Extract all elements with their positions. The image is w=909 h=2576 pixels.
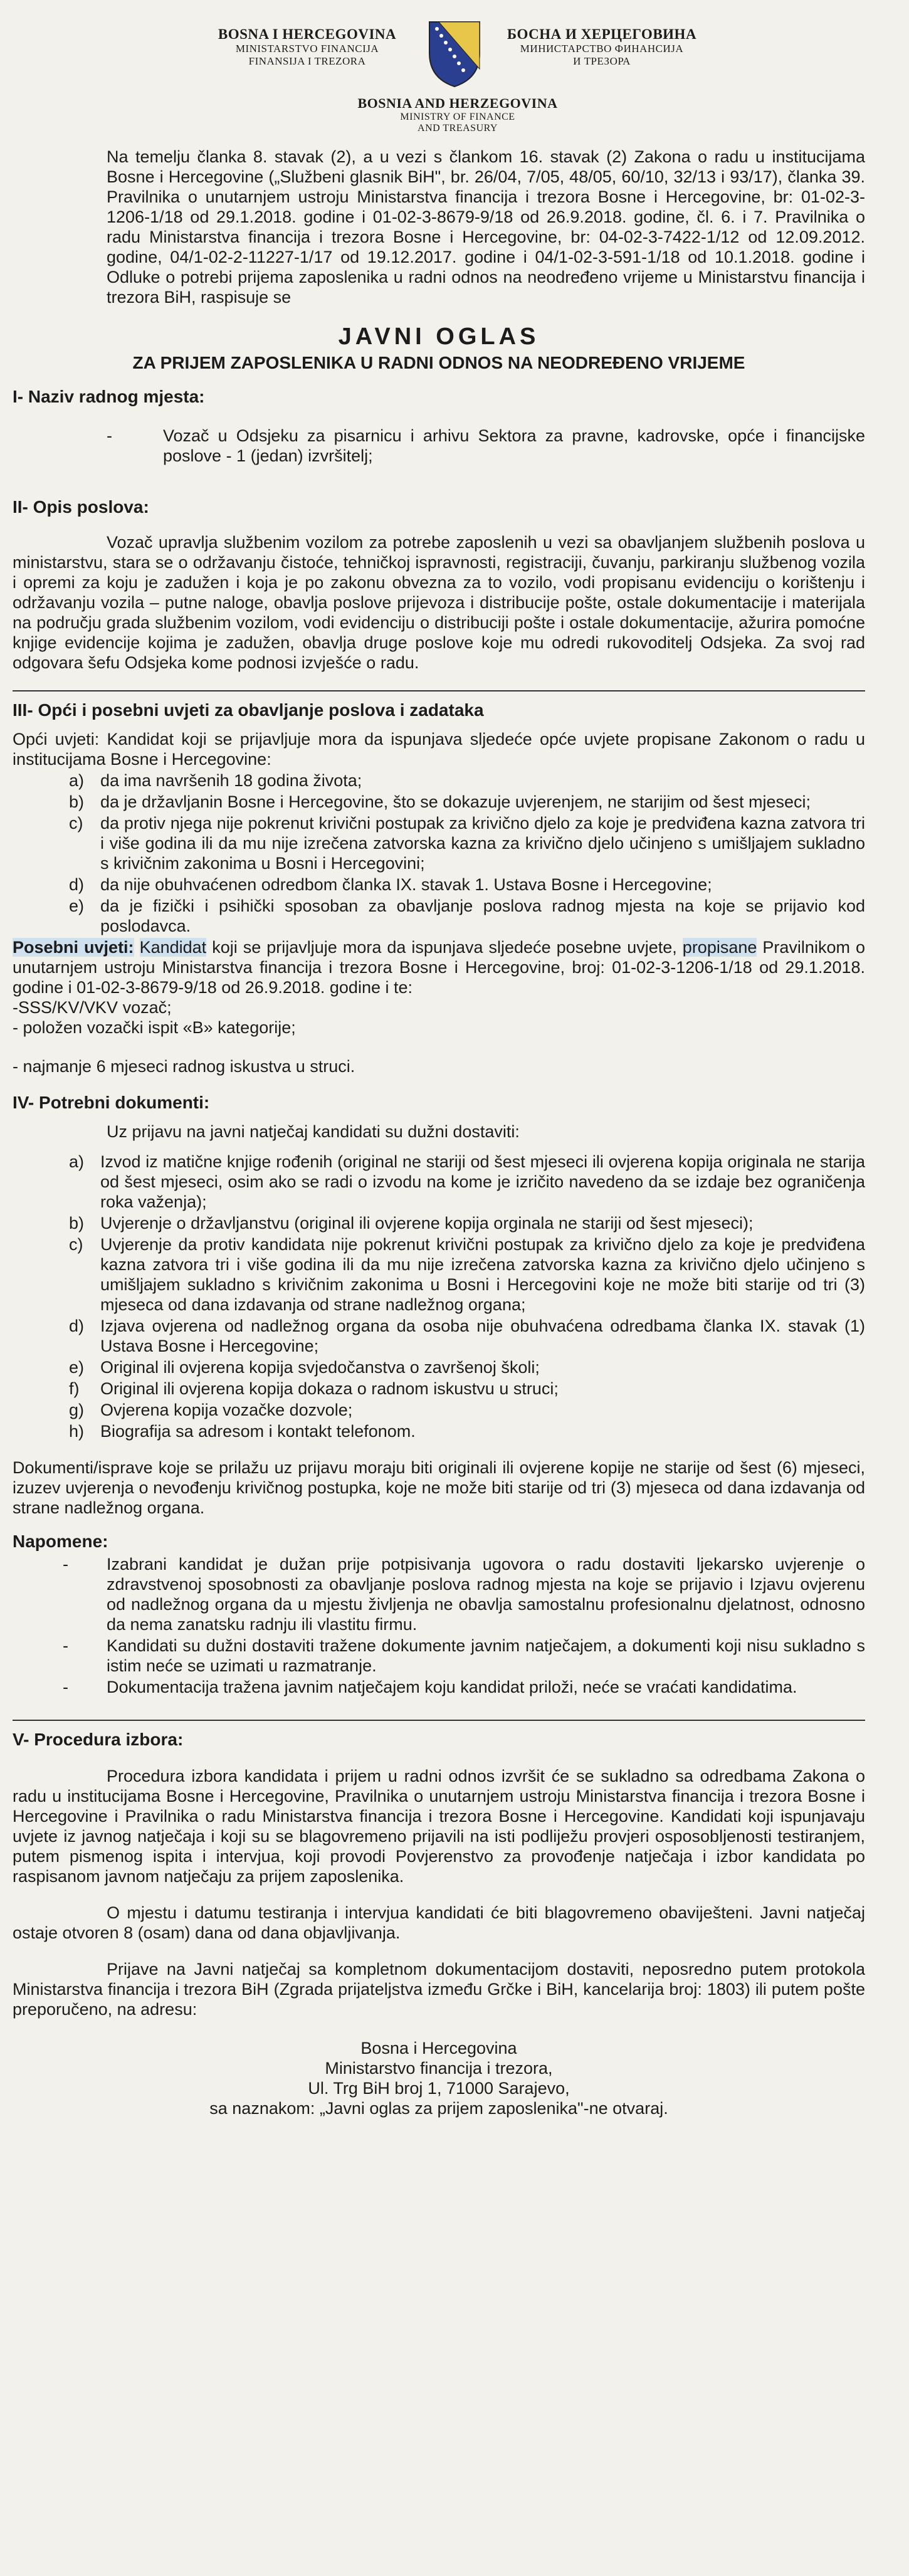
list-item-text: Biografija sa adresom i kontakt telefonom. [100,1422,416,1441]
list-item-text: Ovjerena kopija vozačke dozvole; [100,1401,353,1419]
header-ministry-latin-2: FINANSIJA I TREZORA [248,55,366,67]
list-marker: a) [69,771,85,790]
announcement-title: JAVNI OGLAS [338,323,540,350]
header-english-block [301,95,614,134]
address-line: Bosna i Hercegovina [360,2039,517,2058]
list-marker: c) [69,1235,83,1254]
address-line: sa naznakom: „Javni oglas za prijem zaposlenika"-ne otvaraj. [209,2099,668,2118]
general-conditions-intro: Opći uvjeti: Kandidat koji se prijavljuje mora da ispunjava sljedeće opće uvjete propisane Zakonom o radu u institucijama Bosne i Hercegovine: [13,730,865,769]
list-item [13,896,865,936]
dash-marker: - [63,1678,68,1696]
list-item-text: Izvod iz matične knjige rođenih (original ne stariji od šest mjeseci ili ovjerena kopija originala ne starija od šest mjeseci, osim ako se radi o izvodu na kome je izričito navedeno da se izdaje bez ograničenja roka važenja); [100,1152,865,1211]
list-item-text: Original ili ovjerena kopija svjedočanstva o završenoj školi; [100,1358,540,1377]
list-item [13,1213,865,1233]
list-item [13,770,865,791]
header-latin-block [194,26,420,68]
list-marker: d) [69,875,85,894]
list-item-text: da nije obuhvaćenen odredbom članka IX. stavak 1. Ustava Bosne i Hercegovine; [100,875,712,894]
list-marker: b) [69,792,85,811]
list-item [13,813,865,873]
list-marker: d) [69,1317,85,1335]
notes-heading: Napomene: [13,1532,108,1551]
special-item: - najmanje 6 mjeseci radnog iskustva u struci. [13,1057,355,1076]
job-description-paragraph: Vozač upravlja službenim vozilom za potrebe zaposlenih u vezi sa obavljanjem službenih poslova u ministarstvu, stara se o održavanju čistoće, tehničkoj ispravnosti, registraciji, čuvanju, parkiranju službenog vozila i opremi za koju je zadužen i koja je po zakonu obvezna za to vozilo, vodi propisanu evidenciju o korištenju i održavanju vozila – putne naloge, obavlja poslove prijevoza i distribucije pošte, ostale dokumentacije i materijala na području grada službenim vozilom, vodi evidenciju o distribuciji pošte i ostale dokumentacije, ažurira pomoćne knjige evidencije kojima je zadužen, obavlja druge poslove koje mu odredi rukovoditelj Odsjeka. Za svoj rad odgovara šefu Odsjeka kome podnosi izvješće o radu. [13,533,865,672]
list-marker: g) [69,1401,85,1419]
documents-note: Dokumenti/isprave koje se prilažu uz prijavu moraju biti originali ili ovjerene kopije ne starije od šest (6) mjeseci, izuzev uvjerenja o nevođenju krivičnog postupka, koje ne može biti starije od tri (3) mjeseca od dana izdavanja od strane nadležnog organa. [13,1458,865,1517]
list-item [13,1357,865,1377]
list-item [13,1316,865,1356]
special-conditions-text-1: koji se prijavljuje mora da ispunjava sljedeće posebne uvjete, [206,938,683,957]
address-line: Ul. Trg BiH broj 1, 71000 Sarajevo, [308,2079,570,2098]
position-item [13,426,865,466]
dash-marker: - [107,426,112,445]
note-item [13,1636,865,1676]
list-item-text: Izjava ovjerena od nadležnog organa da osoba nije obuhvaćena odredbama članka IX. stavak (1) Ustava Bosne i Hercegovine; [100,1317,865,1355]
list-item-text: Uvjerenje o državljanstvu (original ili ovjerene kopija orginala ne stariji od šest mjeseci); [100,1214,754,1233]
legal-basis-paragraph: Na temelju članka 8. stavak (2), a u vezi s člankom 16. stavak (2) Zakona o radu u institucijama Bosne i Hercegovine („Službeni glasnik BiH", br. 26/04, 7/05, 48/05, 60/10, 32/13 i 93/17), članka 39. Pravilnika o unutarnjem ustroju Ministarstva financija i trezora Bosne i Hercegovine, br: 01-02-3-1206-1/18 od 29.1.2018. godine i 01-02-3-8679-9/18 od 26.9.2018. godine, čl. 6. i 7. Pravilnika o radu Ministarstva financija i trezora Bosne i Hercegovine, br: 04-02-3-7422-1/12 od 12.09.2012. godine, 04/1-02-2-11227-1/17 od 19.12.2017. godine i 04/1-02-3-591-1/18 od 10.1.2018. godine i Odluke o potrebi prijema zaposlenika u radni odnos na neodređeno vrijeme u Ministarstvu financija i trezora BiH, raspisuje se [107,147,865,307]
note-text: Kandidati su dužni dostaviti tražene dokumente javnim natječajem, a dokumenti koji nisu sukladno s istim neće se uzimati u razmatranje. [107,1636,865,1675]
list-item [13,1234,865,1315]
special-conditions-highlight: Kandidat [139,938,207,957]
header-country-english: BOSNIA AND HERZEGOVINA [357,95,558,111]
section-5-heading: V- Procedura izbora: [13,1730,184,1749]
list-item [13,875,865,895]
header-cyrillic-block [489,26,715,68]
submission-paragraph: Prijave na Javni natječaj sa kompletnom dokumentacijom dostaviti, neposredno putem protokola Ministarstva financija i trezora BiH (Zgrada prijateljstva između Grčke i BiH, kancelarija broj: 1803) ili putem pošte preporučeno, na adresu: [13,1960,865,2019]
special-item: -SSS/KV/VKV vozač; [13,998,172,1017]
note-text: Dokumentacija tražena javnim natječajem koju kandidat priloži, neće se vraćati kandidatima. [107,1678,797,1696]
section-4-heading: IV- Potrebni dokumenti: [13,1093,210,1112]
list-item [13,1152,865,1212]
note-text: Izabrani kandidat je dužan prije potpisivanja ugovora o radu dostaviti ljekarsko uvjerenje o zdravstvenoj sposobnosti za obavljanje poslova radnog mjesta na koje se prijavio i Izjavu ovjerenu od nadležnog organa da u mjestu življenja ne obavlja samostalnu profesionalnu djelatnost, odnosno da nema zanatsku radnju ili vlastitu firmu. [107,1555,865,1634]
list-item-text: da ima navršenih 18 godina života; [100,771,362,790]
testing-paragraph: O mjestu i datumu testiranja i intervjua kandidati će biti blagovremeno obaviješteni. Javni natječaj ostaje otvoren 8 (osam) dana od dana objavljivanja. [13,1903,865,1942]
list-marker: b) [69,1214,85,1233]
list-marker: e) [69,896,85,915]
header-ministry-english: MINISTRY OF FINANCE [400,112,515,122]
section-divider [13,1720,865,1721]
list-marker: a) [69,1152,85,1171]
notes-list [13,1554,865,1697]
section-3-heading: III- Opći i posebni uvjeti za obavljanje poslova i zadataka [13,700,484,720]
list-item-text: Original ili ovjerena kopija dokaza o radnom iskustvu u struci; [100,1379,559,1398]
note-item [13,1677,865,1697]
announcement-subtitle: ZA PRIJEM ZAPOSLENIKA U RADNI ODNOS NA NEODREĐENO VRIJEME [132,353,745,372]
list-item-text: Uvjerenje da protiv kandidata nije pokrenut krivični postupak za krivično djelo za koje je predviđena kazna zatvora tri i više godina ili da mu nije izrečena zatvorska kazna za krivično djelo učinjeno s umišljajem sukladno s krivičnim zakonima u Bosni i Hercegovini koje ne može biti starije od tri (3) mjeseca od dana izdavanja od strane nadležnog organa; [100,1235,865,1314]
list-item-text: da je fizički i psihički sposoban za obavljanje poslova radnog mjesta na koje se prijavio kod poslodavca. [100,896,865,935]
procedure-paragraph: Procedura izbora kandidata i prijem u radni odnos izvršit će se sukladno sa odredbama Zakona o radu u institucijama Bosne i Hercegovine, Pravilnika o unutarnjem ustroju Ministarstva financija i trezora Bosne i Hercegovine i Pravilnika o radu Ministarstva financija i trezora Bosne i Hercegovine. Kandidati koji ispunjavaju uvjete iz javnog natječaja i koji su se blagovremeno prijavili na isti podliježu provjeri osposobljenosti testiranjem, putem pismenog ispita i intervjua, koji provodi Povjerenstvo za provođenje natječaja i izbor kandidata po raspisanom javnom natječaju za prijem zaposlenika. [13,1767,865,1886]
documents-list [13,1152,865,1441]
list-marker: e) [69,1358,85,1377]
list-marker: h) [69,1422,85,1441]
list-item-text: da je državljanin Bosne i Hercegovine, što se dokazuje uvjerenjem, ne starijim od šest mjeseci; [100,792,811,811]
list-item [13,792,865,812]
special-item: - položen vozački ispit «B» kategorije; [13,1018,296,1037]
header-ministry-cyrillic-2: И ТРЕЗОРА [573,55,631,67]
submission-address [13,2038,865,2118]
dash-marker: - [63,1636,68,1655]
section-divider [13,690,865,691]
list-item [13,1421,865,1441]
list-marker: c) [69,814,83,833]
list-item-text: da protiv njega nije pokrenut krivični postupak za krivično djelo za koje je predviđena kazna zatvora tri i više godina ili da mu nije izrečena zatvorska kazna za krivično djelo učinjeno s umišljajem sukladno s krivičnim zakonima u Bosni i Hercegovini; [100,814,865,873]
special-conditions-paragraph [13,937,865,997]
header-country-cyrillic: БОСНА И ХЕРЦЕГОВИНА [507,26,697,42]
general-conditions-list [13,770,865,936]
section-2-heading: II- Opis poslova: [13,497,149,517]
list-marker: f) [69,1379,80,1398]
documents-intro: Uz prijavu na javni natječaj kandidati su dužni dostaviti: [107,1122,520,1141]
address-line: Ministarstvo financija i trezora, [325,2059,553,2078]
header-country-latin: BOSNA I HERCEGOVINA [218,26,397,42]
list-item [13,1379,865,1399]
note-item [13,1554,865,1634]
list-item [13,1400,865,1420]
header-ministry-english-2: AND TREASURY [418,123,498,134]
header-ministry-latin: MINISTARSTVO FINANCIJA [235,43,379,55]
special-conditions-highlight-2: propisane [682,938,757,957]
header-ministry-cyrillic: МИНИСТАРСТВО ФИНАНСИЈА [520,43,684,55]
ministry-header [13,0,865,144]
special-conditions-text-2: Pravilnikom o unutarnjem ustroju Ministarstva financija i trezora Bosne i Hercegovine, broj: 01-02-3-1206-1/18 od 29.1.2018. godine i 01-02-3-8679-9/18 od 26.9.2018. godine i te: [13,938,865,997]
special-conditions-label: Posebni uvjeti: [13,938,134,957]
dash-marker: - [63,1555,68,1574]
section-1-heading: I- Naziv radnog mjesta: [13,387,205,406]
coat-of-arms-icon [426,19,483,88]
position-text: Vozač u Odsjeku za pisarnicu i arhivu Sektora za pravne, kadrovske, opće i financijske poslove - 1 (jedan) izvršitelj; [163,426,865,465]
